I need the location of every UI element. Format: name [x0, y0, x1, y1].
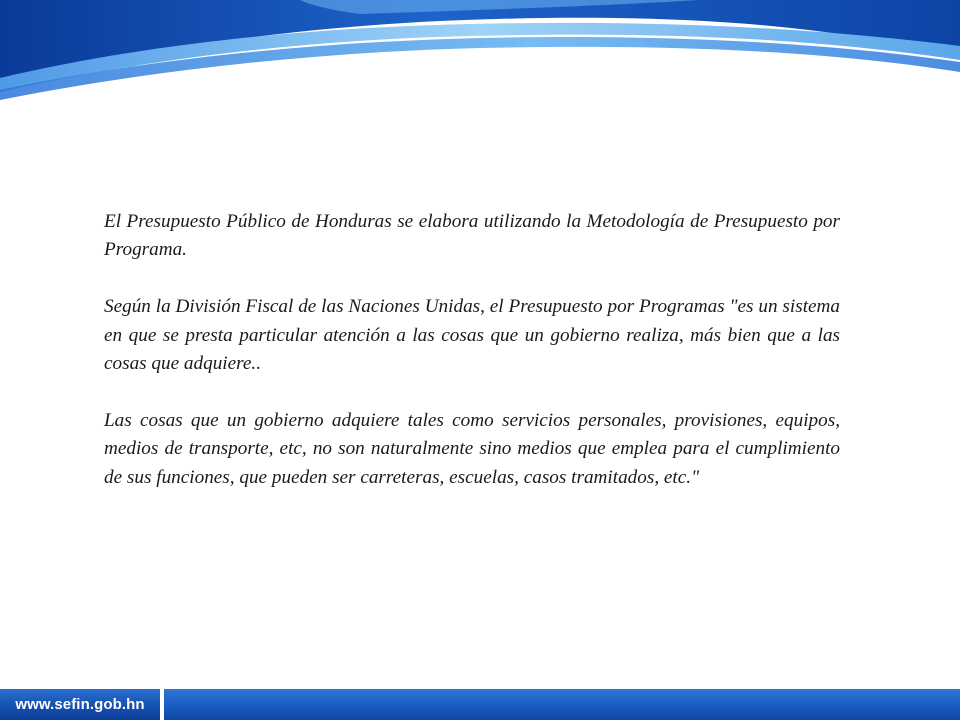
body-text: [104, 208, 840, 492]
footer-url-box: [0, 689, 160, 720]
paragraph-1: El Presupuesto Público de Honduras se elabora utilizando la Metodología de Presupuesto por Programa.: [104, 211, 840, 261]
top-banner-swoosh: [0, 0, 960, 110]
footer-url: www.sefin.gob.hn: [15, 696, 145, 713]
paragraph-2: Según la División Fiscal de las Naciones Unidas, el Presupuesto por Programas "es un sistema en que se presta particular atención a las cosas que un gobierno realiza, más bien que a las cosas que adquiere..: [104, 296, 840, 375]
paragraph-3: Las cosas que un gobierno adquiere tales como servicios personales, provisiones, equipos, medios de transporte, etc, no son naturalmente sino medios que emplea para el cumplimiento de sus funciones, que pueden ser carreteras, escuelas, casos tramitados, etc.": [104, 409, 840, 488]
footer-band: [164, 689, 960, 720]
footer-bar: [0, 689, 960, 720]
